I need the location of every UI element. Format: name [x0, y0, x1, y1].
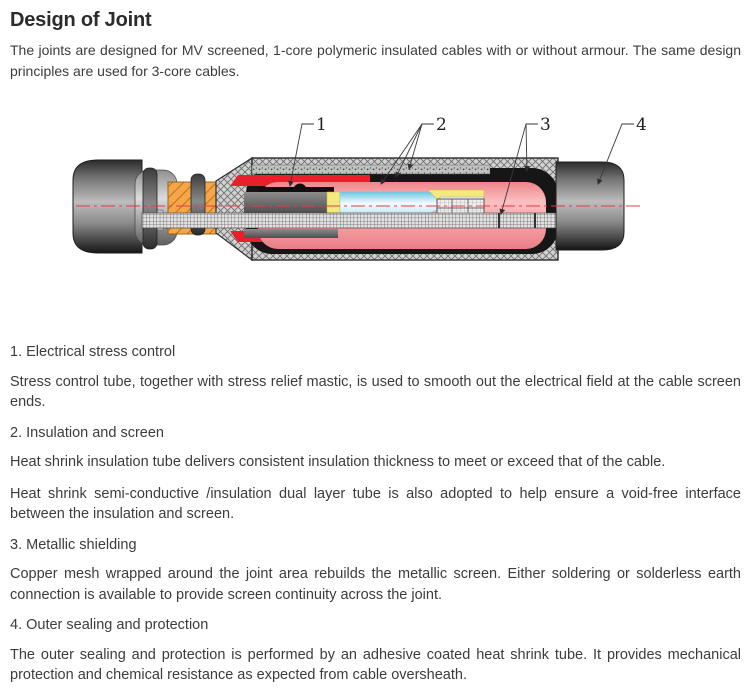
section-paragraph: Heat shrink insulation tube delivers consistent insulation thickness to meet or exceed that of the cable.: [10, 454, 666, 470]
section-heading: 4. Outer sealing and protection: [10, 617, 209, 633]
core-screen-bottom: [244, 229, 338, 238]
intro-paragraph: The joints are designed for MV screened, 1-core polymeric insulated cables with or without armour. The same design principles are used for 3-core cables.: [10, 42, 741, 79]
callout-2-number: 2: [436, 115, 447, 135]
copper-braid-strip: [142, 213, 558, 228]
section-heading: 3. Metallic shielding: [10, 536, 137, 553]
section-metallic-shielding: [10, 535, 741, 606]
section-paragraph: Heat shrink semi-conductive /insulation dual layer tube is also adopted to help ensure a void-free interface between the insulation and screen.: [10, 485, 741, 522]
callout-1-number: 1: [316, 115, 327, 135]
section-heading: 1. Electrical stress control: [10, 344, 176, 360]
stress-relief-mastic: [327, 192, 340, 213]
section-paragraph: Copper mesh wrapped around the joint area rebuilds the metallic screen. Either soldering or solderless earth connection is available to provide screen continuity across the joint.: [10, 566, 741, 603]
explanations: [0, 342, 751, 686]
section-paragraph: The outer sealing and protection is performed by an adhesive coated heat shrink tube. It provides mechanical protection and chemical resistance as expected from cable oversheath.: [10, 646, 741, 683]
section-paragraph: Stress control tube, together with stress relief mastic, is used to smooth out the electrical field at the cable screen ends.: [10, 373, 741, 410]
cable-joint-diagram: [0, 102, 751, 272]
callout-3-number: 3: [540, 115, 551, 135]
page-title: Design of Joint: [10, 9, 152, 31]
section-heading: 2. Insulation and screen: [10, 424, 164, 441]
callout-4-number: 4: [636, 115, 647, 135]
section-insulation-and-screen: [10, 423, 741, 525]
clamp-ring: [143, 168, 157, 249]
core-screen-top: [244, 192, 338, 213]
document-page: [0, 7, 751, 694]
copper-mesh-top-strip: [252, 165, 490, 174]
section-electrical-stress-control: [10, 342, 741, 413]
section-outer-sealing-and-protection: [10, 615, 741, 686]
